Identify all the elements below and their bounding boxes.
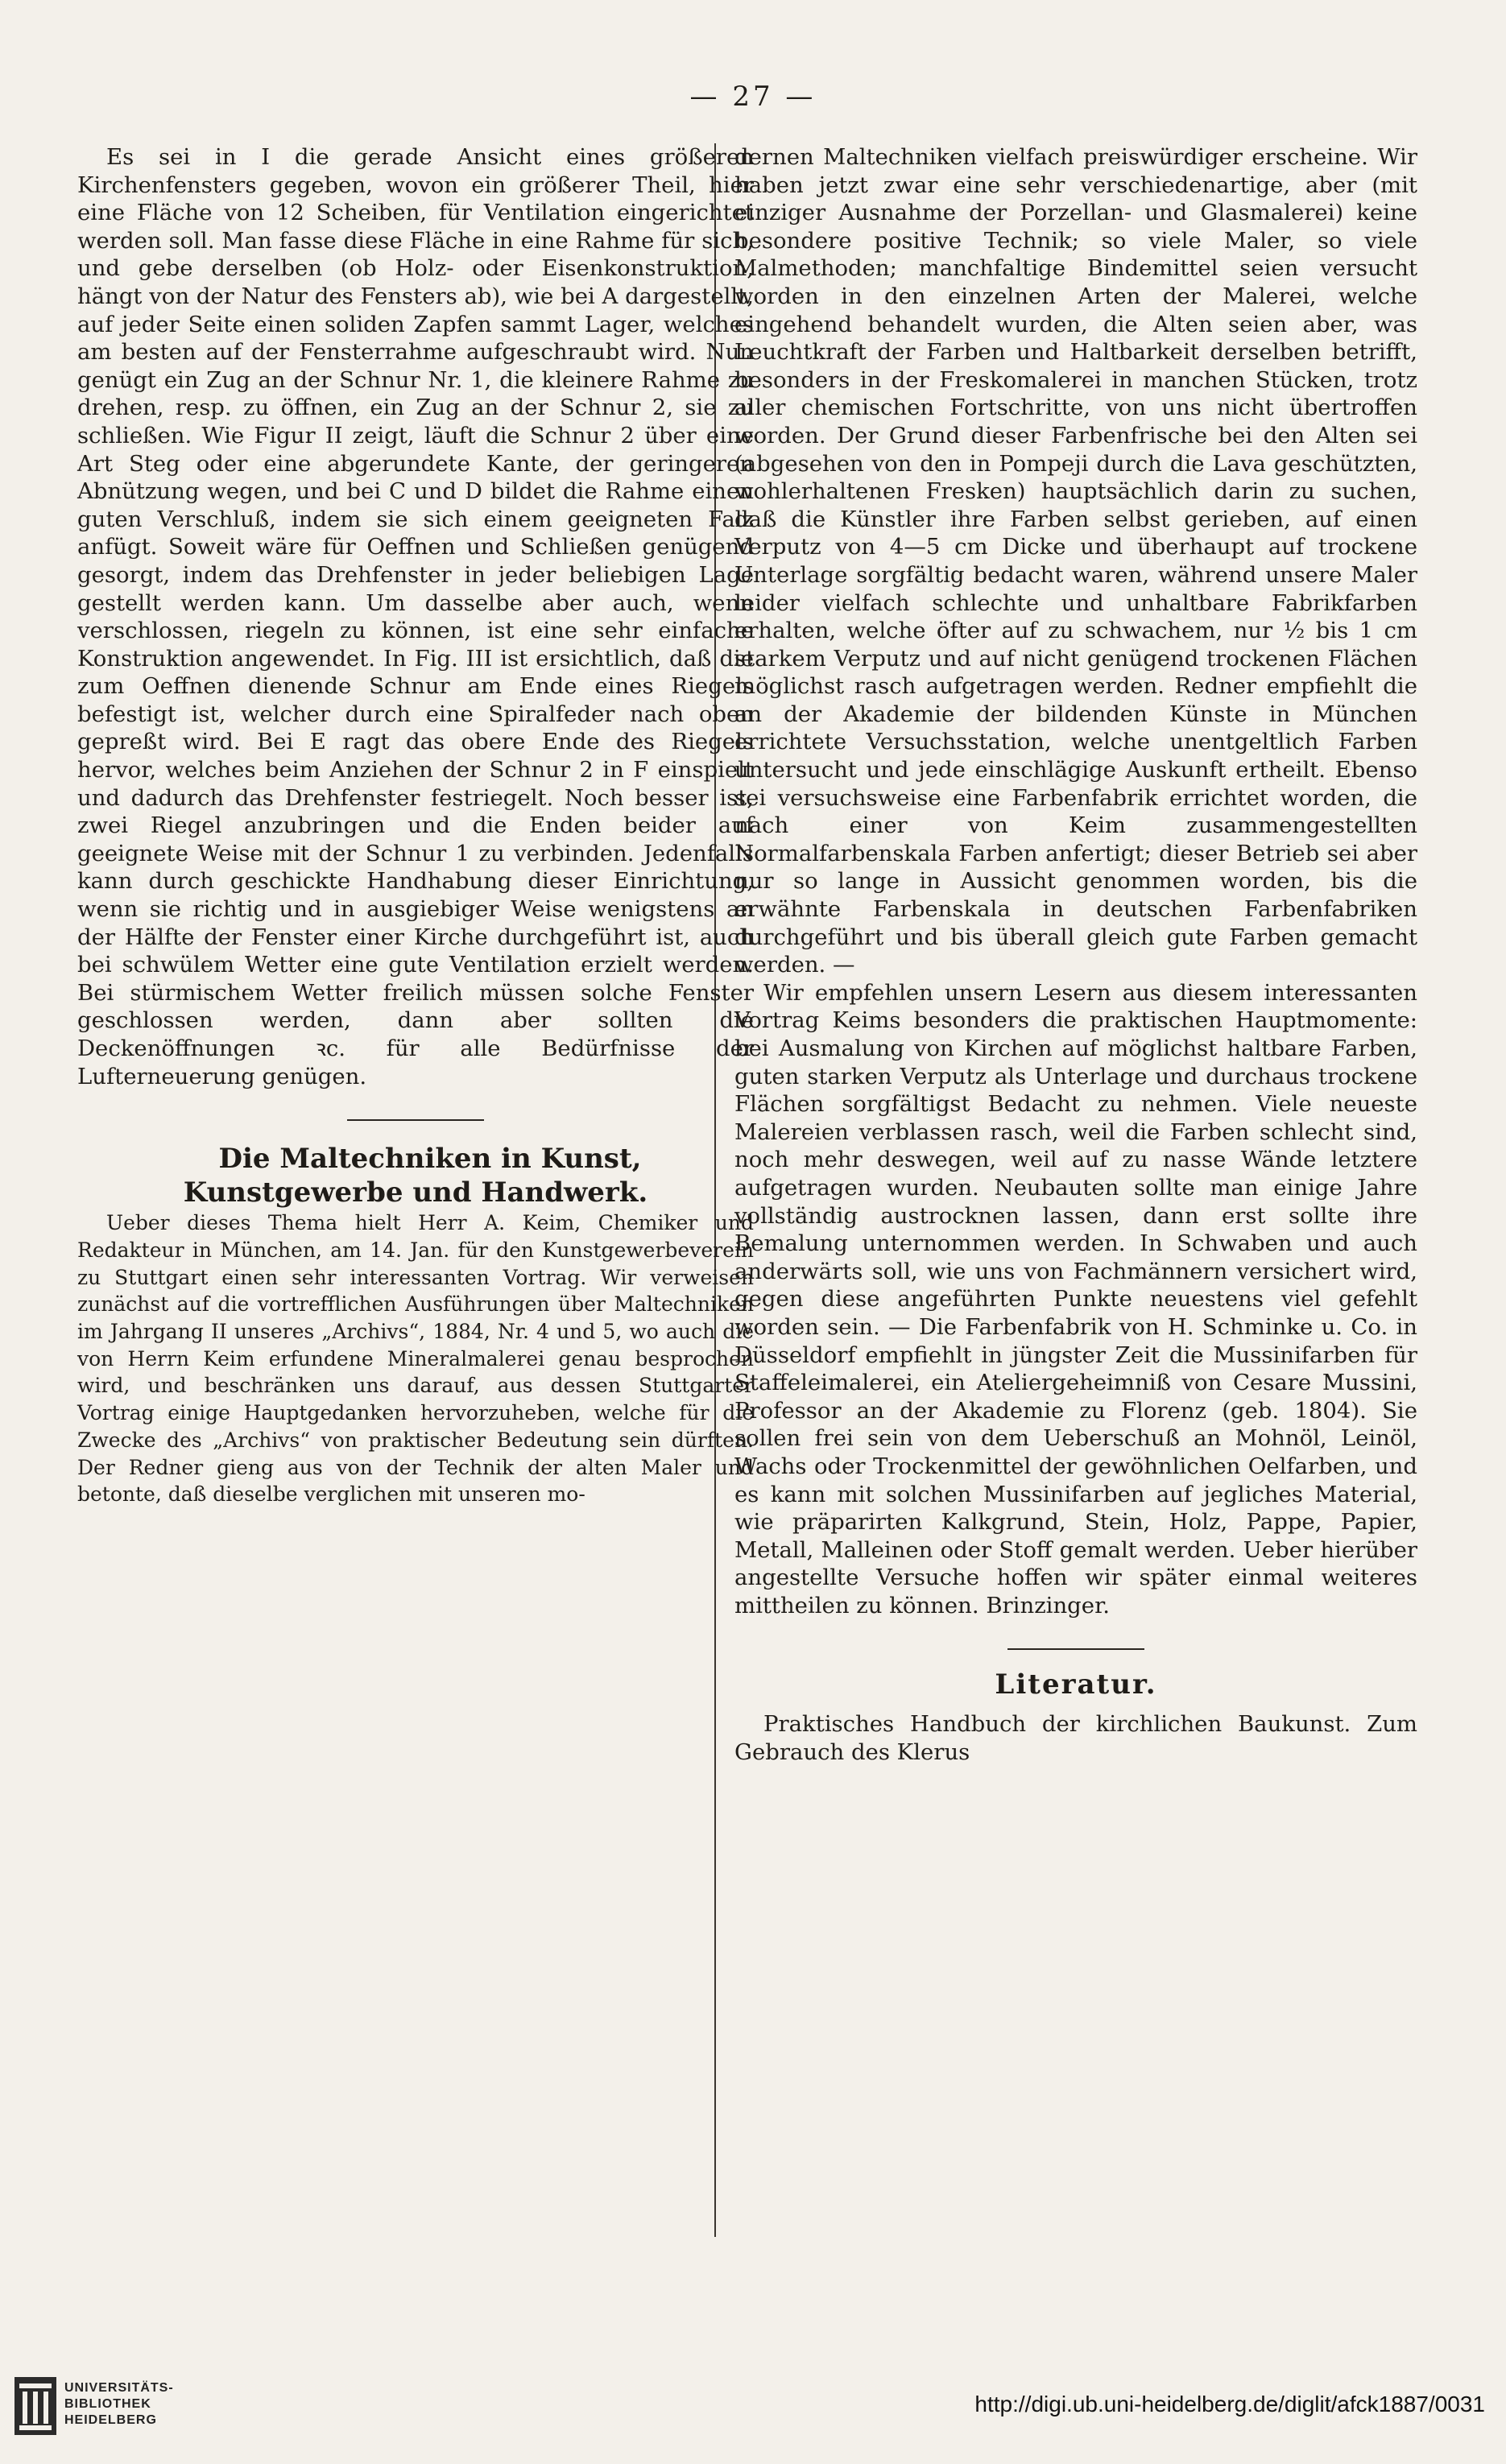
source-url[interactable]: http://digi.ub.uni-heidelberg.de/diglit/afck1887/0031: [974, 2392, 1485, 2416]
paragraph-ventilation: Es sei in I die gerade Ansicht eines größeren Kirchenfensters gegeben, wovon ein größerer Theil, hier eine Fläche von 12 Scheiben, für Ventilation eingerichtet werden soll. Man fasse diese Fläche in eine Rahme für sich, und gebe derselben (ob Holz- oder Eisenkonstruktion, hängt von der Natur des Fensters ab), wie bei A dargestellt, auf jeder Seite einen soliden Zapfen sammt Lager, welches am besten auf der Fensterrahme aufgeschraubt wird. Nun genügt ein Zug an der Schnur Nr. 1, die kleinere Rahme zu drehen, resp. zu öffnen, ein Zug an der Schnur 2, sie zu schließen. Wie Figur II zeigt, läuft die Schnur 2 über eine Art Steg oder eine abgerundete Kante, der geringeren Abnützung wegen, und bei C und D bildet die Rahme einen guten Verschluß, indem sie sich einem geeigneten Falz anfügt. Soweit wäre für Oeffnen und Schließen genügend gesorgt, indem das Drehfenster in jeder beliebigen Lage gestellt werden kann. Um dasselbe aber auch, wenn verschlossen, riegeln zu können, ist eine sehr einfache Konstruktion angewendet. In Fig. III ist ersichtlich, daß die zum Oeffnen dienende Schnur am Ende eines Riegels befestigt ist, welcher durch eine Spiralfeder nach oben gepreßt wird. Bei E ragt das obere Ende des Riegels hervor, welches beim Anziehen der Schnur 2 in F einspielt und dadurch das Drehfenster festriegelt. Noch besser ist, zwei Riegel anzubringen und die Enden beider auf geeignete Weise mit der Schnur 1 zu verbinden. Jedenfalls kann durch geschickte Handhabung dieser Einrichtung, wenn sie richtig und in ausgiebiger Weise wenigstens an der Hälfte der Fenster einer Kirche durchgeführt ist, auch bei schwülem Wetter eine gute Ventilation erzielt werden. Bei stürmischem Wetter freilich müssen solche Fenster geschlossen werden, dann aber sollten die Deckenöffnungen ꝛc. für alle Bedürfnisse der Lufterneuerung genügen.: [77, 144, 754, 1089]
literature-entry: Praktisches Handbuch der kirchlichen Baukunst. Zum Gebrauch des Klerus: [734, 1711, 1417, 1765]
right-column: [734, 143, 1417, 1766]
paragraph-recommendation: Wir empfehlen unsern Lesern aus diesem interessanten Vortrag Keims besonders die praktischen Hauptmomente: bei Ausmalung von Kirchen auf möglichst haltbare Farben, guten starken Verputz als Unterlage und durchaus trockene Flächen sorgfältigst Bedacht zu nehmen. Viele neueste Malereien verblassen rasch, weil die Farben schlecht sind, noch mehr deswegen, weil auf zu nasse Wände letztere aufgetragen wurden. Neubauten sollte man einige Jahre vollständig austrocknen lassen, dann erst sollte ihre Bemalung unternommen werden. In Schwaben und auch anderwärts soll, wie uns von Fachmännern versichert wird, gegen diese angeführten Punkte neuestens viel gefehlt worden sein. — Die Farbenfabrik von H. Schminke u. Co. in Düsseldorf empfiehlt in jüngster Zeit die Mussinifarben für Staffeleimalerei, ein Ateliergeheimniß von Cesare Mussini, Professor an der Akademie zu Florenz (geb. 1804). Sie sollen frei sein von dem Ueberschuß an Mohnöl, Leinöl, Wachs oder Trockenmittel der gewöhnlichen Oelfarben, und es kann mit solchen Mussinifarben auf jegliches Material, wie präparirten Kalkgrund, Stein, Holz, Pappe, Papier, Metall, Malleinen oder Stoff gemalt werden. Ueber hierüber angestellte Versuche hoffen wir später einmal weiteres mittheilen zu können. Brinzinger.: [734, 979, 1417, 1619]
left-column: [77, 143, 754, 1508]
article-title: Die Maltechniken in Kunst, Kunstgewerbe und Handwerk.: [183, 1143, 648, 1209]
library-seal-icon: [14, 2377, 56, 2435]
library-logo: [14, 2375, 200, 2440]
section-rule: [1007, 1648, 1144, 1650]
section-rule: [347, 1119, 484, 1121]
paragraph-continuation: dernen Maltechniken vielfach preiswürdiger erscheine. Wir haben jetzt zwar eine sehr verschiedenartige, aber (mit einziger Ausnahme der Porzellan- und Glasmalerei) keine besondere positive Technik; so viele Maler, so viele Malmethoden; manchfaltige Bindemittel seien versucht worden in den einzelnen Arten der Malerei, welche eingehend behandelt wurden, die Alten seien aber, was Leuchtkraft der Farben und Haltbarkeit derselben betrifft, besonders in der Freskomalerei in manchen Stücken, trotz aller chemischen Fortschritte, von uns nicht übertroffen worden. Der Grund dieser Farbenfrische bei den Alten sei (abgesehen von den in Pompeji durch die Lava geschützten, wohlerhaltenen Fresken) hauptsächlich darin zu suchen, daß die Künstler ihre Farben selbst gerieben, auf einen Verputz von 4—5 cm Dicke und überhaupt auf trockene Unterlage sorgfältig bedacht waren, während unsere Maler leider vielfach schlechte und unhaltbare Fabrikfarben erhalten, welche öfter auf zu schwachem, nur ½ bis 1 cm starkem Verputz und auf nicht genügend trockenen Flächen möglichst rasch aufgetragen werden. Redner empfiehlt die an der Akademie der bildenden Künste in München errichtete Versuchsstation, welche unentgeltlich Farben untersucht und jede einschlägige Auskunft ertheilt. Ebenso sei versuchsweise eine Farbenfabrik errichtet worden, die nach einer von Keim zusammengestellten Normalfarbenskala Farben anfertigt; dieser Betrieb sei aber nur so lange in Aussicht genommen worden, bis die erwähnte Farbenskala in deutschen Farbenfabriken durchgeführt und bis überall gleich gute Farben gemacht werden. —: [734, 144, 1417, 978]
article-paragraph: Ueber dieses Thema hielt Herr A. Keim, Chemiker und Redakteur in München, am 14. Jan. für den Kunstgewerbeverein zu Stuttgart einen sehr interessanten Vortrag. Wir verweisen zunächst auf die vortrefflichen Ausführungen über Maltechniken im Jahrgang II unseres „Archivs“, 1884, Nr. 4 und 5, wo auch die von Herrn Keim erfundene Mineralmalerei genau besprochen wird, und beschränken uns darauf, aus dessen Stuttgarter Vortrag einige Hauptgedanken hervorzuheben, welche für die Zwecke des „Archivs“ von praktischer Bedeutung sein dürften. Der Redner gieng aus von der Technik der alten Maler und betonte, daß dieselbe verglichen mit unseren mo-: [77, 1211, 754, 1507]
page-number: — 27 —: [689, 81, 817, 113]
library-name: UNIVERSITÄTS- BIBLIOTHEK HEIDELBERG: [64, 2381, 174, 2427]
section-heading-literatur: Literatur.: [995, 1668, 1157, 1701]
